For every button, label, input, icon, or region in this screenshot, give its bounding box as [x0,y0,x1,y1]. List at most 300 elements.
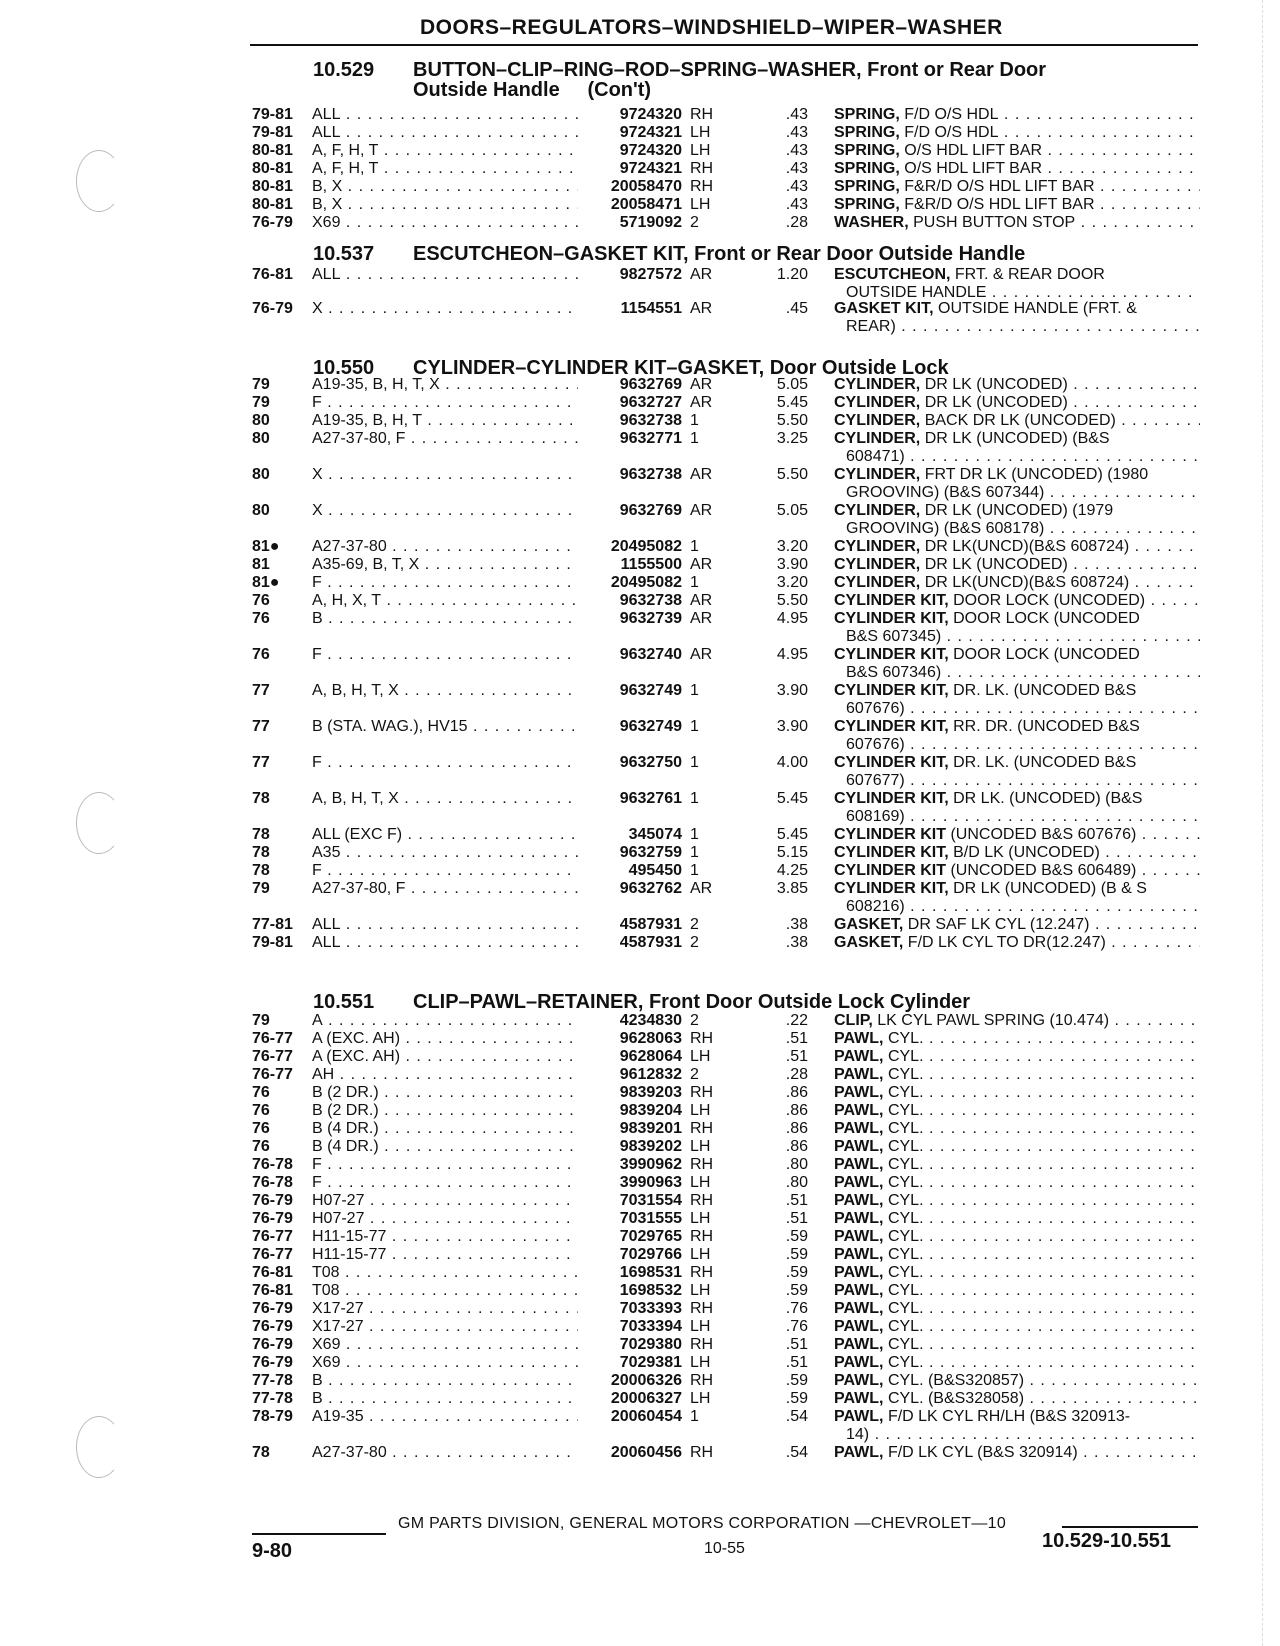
description [834,718,1200,736]
application: ALL . . . [312,106,578,124]
price: .43 [785,106,808,123]
quantity: LH [690,1354,711,1371]
part-detail: CYL. [887,1030,924,1047]
description [834,412,1200,430]
part-name: PAWL, [834,1138,884,1155]
application: A (EXC. AH) . . . [312,1030,578,1048]
quantity: LH [690,142,711,159]
description [834,916,1200,934]
quantity: RH [690,1372,714,1389]
part-name: PAWL, [834,1084,884,1101]
description [834,682,1200,700]
quantity: AR [690,394,713,411]
price: .51 [785,1210,808,1227]
part-name: PAWL, [834,1282,884,1299]
part-name: CYLINDER KIT, [834,844,949,861]
price: .86 [785,1120,808,1137]
part-detail: DR LK (UNCODED) (1979 [924,502,1114,519]
application: A, B, H, T, X . . . [312,682,578,700]
part-name: CYLINDER, [834,538,921,555]
description [834,1300,1200,1318]
footer-section-range: 10.529-10.551 [1042,1530,1172,1552]
part-detail: DR LK (UNCODED) (B&S [924,430,1110,447]
quantity: 1 [690,682,699,699]
part-number: 9724320 [619,106,682,123]
description [834,1354,1200,1372]
part-name: GASKET, [834,934,904,951]
quantity: 2 [690,214,699,231]
part-detail: DOOR LOCK (UNCODED [953,646,1140,663]
price: 4.00 [776,754,808,771]
price: .51 [785,1336,808,1353]
binder-hole-middle [76,792,122,854]
part-number: 20006327 [610,1390,682,1407]
model-years: 80-81 [252,160,293,177]
description [834,1210,1200,1228]
part-number: 20495082 [610,574,682,591]
part-detail: DR LK (UNCODED) [924,376,1068,393]
application: ALL . . . [312,916,578,934]
part-detail: F/D LK CYL (B&S 320914) [887,1444,1078,1461]
part-number: 20006326 [610,1372,682,1389]
description [834,1228,1200,1246]
description [834,826,1200,844]
description [834,754,1200,772]
model-years: 78 [252,862,270,879]
application: B (2 DR.) . . . [312,1102,578,1120]
quantity: AR [690,266,713,283]
quantity: AR [690,646,713,663]
description [834,1084,1200,1102]
model-years: 79-81 [252,106,293,123]
quantity: LH [690,1210,711,1227]
description-continued: OUTSIDE HANDLE . . . [846,284,1200,302]
part-number: 4587931 [619,916,682,933]
application: F . . . [312,574,578,592]
description [834,1390,1200,1408]
model-years: 80 [252,430,270,447]
model-years: 79 [252,1012,270,1029]
part-name: PAWL, [834,1318,884,1335]
part-name: SPRING, [834,142,900,159]
application: H11-15-77 . . . [312,1246,578,1264]
description [834,124,1200,142]
price: 3.85 [776,880,808,897]
description-continued: 607677) . . . [846,772,1200,790]
quantity: RH [690,1264,714,1281]
part-detail: RR. DR. (UNCODED B&S [953,718,1140,735]
description [834,1138,1200,1156]
part-name: PAWL, [834,1408,884,1425]
model-years: 76 [252,592,270,609]
quantity: RH [690,106,714,123]
application: AH . . . [312,1066,578,1084]
application: B . . . [312,610,578,628]
part-detail: CYL. [887,1120,924,1137]
quantity: LH [690,1138,711,1155]
binder-hole-bottom [76,1416,122,1478]
part-name: PAWL, [834,1066,884,1083]
price: .38 [785,916,808,933]
model-years: 76 [252,1084,270,1101]
quantity: 1 [690,430,699,447]
part-number: 9632759 [619,844,682,861]
part-name: CYLINDER, [834,376,921,393]
description [834,574,1200,592]
description [834,1192,1200,1210]
part-detail: LK CYL PAWL SPRING (10.474) [877,1012,1110,1029]
application: A, H, X, T . . . [312,592,578,610]
application: ALL (EXC F) . . . [312,826,578,844]
application: F . . . [312,862,578,880]
model-years: 76-81 [252,1264,293,1281]
description [834,1156,1200,1174]
description-continued: 608216) . . . [846,898,1200,916]
quantity: 1 [690,862,699,879]
model-years: 80-81 [252,142,293,159]
quantity: RH [690,1336,714,1353]
application: B (4 DR.) . . . [312,1120,578,1138]
model-years: 77-78 [252,1372,293,1389]
part-number: 9632739 [619,610,682,627]
part-name: CYLINDER, [834,556,921,573]
part-name: PAWL, [834,1048,884,1065]
part-number: 1154551 [620,300,682,317]
part-detail: FRT. & REAR DOOR [954,266,1105,283]
part-detail: DOOR LOCK (UNCODED [953,610,1140,627]
application: A19-35, B, H, T, X . . . [312,376,578,394]
part-detail: CYL. [887,1192,924,1209]
section-title: ESCUTCHEON–GASKET KIT, Front or Rear Door Outside Handle [413,243,1026,265]
part-name: PAWL, [834,1444,884,1461]
price: .59 [785,1390,808,1407]
part-name: CYLINDER KIT [834,826,946,843]
application: ALL . . . [312,934,578,952]
description [834,1120,1200,1138]
part-name: PAWL, [834,1372,884,1389]
part-number: 20058471 [610,196,682,213]
description-continued: 608471) . . . [846,448,1200,466]
description [834,1102,1200,1120]
part-number: 9632740 [619,646,682,663]
part-name: PAWL, [834,1030,884,1047]
application: ALL . . . [312,124,578,142]
model-years: 76-79 [252,1354,293,1371]
part-number: 9632727 [619,394,682,411]
part-name: PAWL, [834,1300,884,1317]
price: .86 [785,1138,808,1155]
application: X17-27 . . . [312,1318,578,1336]
footer-page-number: 10-55 [704,1540,745,1557]
part-name: PAWL, [834,1354,884,1371]
description [834,214,1200,232]
description [834,430,1200,448]
part-number: 9628064 [619,1048,682,1065]
part-detail: CYL. [887,1354,924,1371]
application: X69 . . . [312,214,578,232]
section-number: 10.537 [313,243,375,265]
price: 3.25 [776,430,808,447]
description-continued: B&S 607346) . . . [846,664,1200,682]
quantity: AR [690,610,713,627]
quantity: RH [690,1444,714,1461]
part-detail: CYL. [887,1156,924,1173]
part-name: PAWL, [834,1210,884,1227]
part-detail: CYL. [887,1174,924,1191]
part-number: 9724321 [619,124,682,141]
application: B (4 DR.) . . . [312,1138,578,1156]
quantity: 1 [690,754,699,771]
application: A . . . [312,1012,578,1030]
description [834,1336,1200,1354]
part-number: 9724321 [619,160,682,177]
section-title: BUTTON–CLIP–RING–ROD–SPRING–WASHER, Front or Rear Door [413,59,1047,81]
part-detail: F/D O/S HDL [904,106,999,123]
application: A19-35, B, H, T . . . [312,412,578,430]
part-name: PAWL, [834,1336,884,1353]
description [834,556,1200,574]
price: 5.45 [776,790,808,807]
quantity: LH [690,1246,711,1263]
page-edge [1262,0,1263,1646]
part-detail: DOOR LOCK (UNCODED) [953,592,1146,609]
part-name: CYLINDER KIT, [834,592,949,609]
application: F . . . [312,754,578,772]
part-name: CYLINDER, [834,394,921,411]
description [834,502,1200,520]
application: A27-37-80, F . . . [312,430,578,448]
part-number: 345074 [628,826,682,843]
price: 4.95 [776,610,808,627]
application: A, F, H, T . . . [312,142,578,160]
price: .59 [785,1246,808,1263]
section-title: CYLINDER–CYLINDER KIT–GASKET, Door Outside Lock [413,357,949,379]
quantity: 1 [690,1408,699,1425]
part-name: GASKET, [834,916,904,933]
application: A, F, H, T . . . [312,160,578,178]
part-number: 9632769 [619,502,682,519]
part-number: 9632738 [619,592,682,609]
quantity: RH [690,160,714,177]
section-title-continued: Outside Handle (Con't) [413,79,652,101]
description [834,1372,1200,1390]
part-name: ESCUTCHEON, [834,266,951,283]
price: .43 [785,160,808,177]
part-name: SPRING, [834,160,900,177]
part-number: 7029381 [619,1354,682,1371]
description [834,1174,1200,1192]
part-number: 1698531 [619,1264,682,1281]
price: 5.05 [776,502,808,519]
model-years: 76-77 [252,1030,293,1047]
description [834,160,1200,178]
part-number: 9632738 [619,466,682,483]
part-name: CYLINDER KIT, [834,682,949,699]
part-number: 9628063 [619,1030,682,1047]
model-years: 79 [252,880,270,897]
part-detail: O/S HDL LIFT BAR [904,142,1043,159]
application: F . . . [312,394,578,412]
part-number: 7033393 [619,1300,682,1317]
quantity: 1 [690,412,699,429]
description [834,934,1200,952]
price: .51 [785,1354,808,1371]
quantity: RH [690,1156,714,1173]
model-years: 79-81 [252,934,293,951]
part-number: 495450 [628,862,682,879]
application: X69 . . . [312,1336,578,1354]
part-detail: CYL. [887,1336,924,1353]
model-years: 81 [252,556,270,573]
part-number: 9839204 [619,1102,682,1119]
part-detail: CYL. [887,1138,924,1155]
application: X . . . [312,466,578,484]
application: A (EXC. AH) . . . [312,1048,578,1066]
part-name: SPRING, [834,178,900,195]
part-name: CYLINDER, [834,430,921,447]
price: .86 [785,1102,808,1119]
quantity: RH [690,1120,714,1137]
part-number: 7031554 [619,1192,682,1209]
part-detail: CYL. (B&S320857) [887,1372,1025,1389]
part-detail: OUTSIDE HANDLE (FRT. & [938,300,1137,317]
price: .22 [785,1012,808,1029]
part-name: SPRING, [834,106,900,123]
model-years: 79 [252,394,270,411]
price: .80 [785,1156,808,1173]
part-name: PAWL, [834,1246,884,1263]
description [834,1030,1200,1048]
description-continued: REAR) . . . [846,318,1200,336]
page-title: DOORS–REGULATORS–WINDSHIELD–WIPER–WASHER [420,16,1003,39]
model-years: 80 [252,466,270,483]
part-number: 9632749 [619,718,682,735]
title-rule [250,44,1198,46]
price: .28 [785,1066,808,1083]
part-number: 7033394 [619,1318,682,1335]
model-years: 76-77 [252,1228,293,1245]
binder-hole-top [76,150,122,212]
part-detail: DR. LK. (UNCODED B&S [953,754,1137,771]
model-years: 76-81 [252,266,293,283]
part-number: 9632749 [619,682,682,699]
part-detail: F/D O/S HDL [904,124,999,141]
part-name: CYLINDER, [834,466,921,483]
part-number: 7029766 [619,1246,682,1263]
application: A27-37-80, F . . . [312,880,578,898]
price: 4.25 [776,862,808,879]
model-years: 76-79 [252,1210,293,1227]
model-years: 76-81 [252,1282,293,1299]
model-years: 79 [252,376,270,393]
description [834,1282,1200,1300]
part-number: 7029380 [619,1336,682,1353]
price: .51 [785,1048,808,1065]
description [834,376,1200,394]
part-detail: PUSH BUTTON STOP [913,214,1076,231]
part-name: PAWL, [834,1192,884,1209]
part-number: 7029765 [619,1228,682,1245]
application: A27-37-80 . . . [312,1444,578,1462]
application: X69 . . . [312,1354,578,1372]
part-name: CYLINDER KIT, [834,754,949,771]
part-name: CYLINDER KIT, [834,790,949,807]
model-years: 78 [252,826,270,843]
quantity: LH [690,1102,711,1119]
application: B, X . . . [312,196,578,214]
price: .51 [785,1030,808,1047]
model-years: 78-79 [252,1408,293,1425]
model-years: 80-81 [252,178,293,195]
part-number: 9839203 [619,1084,682,1101]
part-detail: CYL. [887,1318,924,1335]
part-name: PAWL, [834,1120,884,1137]
part-detail: DR LK (UNCODED) [924,394,1068,411]
part-number: 3990962 [619,1156,682,1173]
description [834,1318,1200,1336]
quantity: RH [690,1192,714,1209]
quantity: LH [690,124,711,141]
quantity: 2 [690,1066,699,1083]
section-header [313,244,1193,264]
description [834,1048,1200,1066]
quantity: AR [690,880,713,897]
description [834,394,1200,412]
price: .59 [785,1228,808,1245]
price: 5.05 [776,376,808,393]
price: 5.45 [776,826,808,843]
part-number: 20495082 [610,538,682,555]
model-years: 77 [252,754,270,771]
part-detail: F/D LK CYL TO DR(12.247) [907,934,1106,951]
price: .28 [785,214,808,231]
section-number: 10.550 [313,357,375,379]
quantity: 1 [690,538,699,555]
description [834,1012,1200,1030]
model-years: 77 [252,718,270,735]
quantity: LH [690,1048,711,1065]
quantity: LH [690,196,711,213]
description [834,880,1200,898]
part-name: SPRING, [834,196,900,213]
application: B . . . [312,1390,578,1408]
quantity: 1 [690,844,699,861]
part-name: CLIP, [834,1012,873,1029]
price: .54 [785,1444,808,1461]
application: F . . . [312,1156,578,1174]
part-name: CYLINDER KIT, [834,880,949,897]
quantity: 2 [690,934,699,951]
quantity: AR [690,376,713,393]
description [834,592,1200,610]
application: H11-15-77 . . . [312,1228,578,1246]
model-years: 76 [252,1138,270,1155]
part-name: PAWL, [834,1228,884,1245]
part-detail: O/S HDL LIFT BAR [904,160,1043,177]
application: H07-27 . . . [312,1192,578,1210]
application: ALL . . . [312,266,578,284]
footer-rule-right [1062,1526,1198,1528]
part-detail: CYL. [887,1246,924,1263]
price: .38 [785,934,808,951]
application: X17-27 . . . [312,1300,578,1318]
model-years: 78 [252,1444,270,1461]
part-detail: F&R/D O/S HDL LIFT BAR [904,196,1095,213]
model-years: 76 [252,646,270,663]
part-detail: CYL. (B&S328058) [887,1390,1025,1407]
price: 4.95 [776,646,808,663]
model-years: 80 [252,412,270,429]
